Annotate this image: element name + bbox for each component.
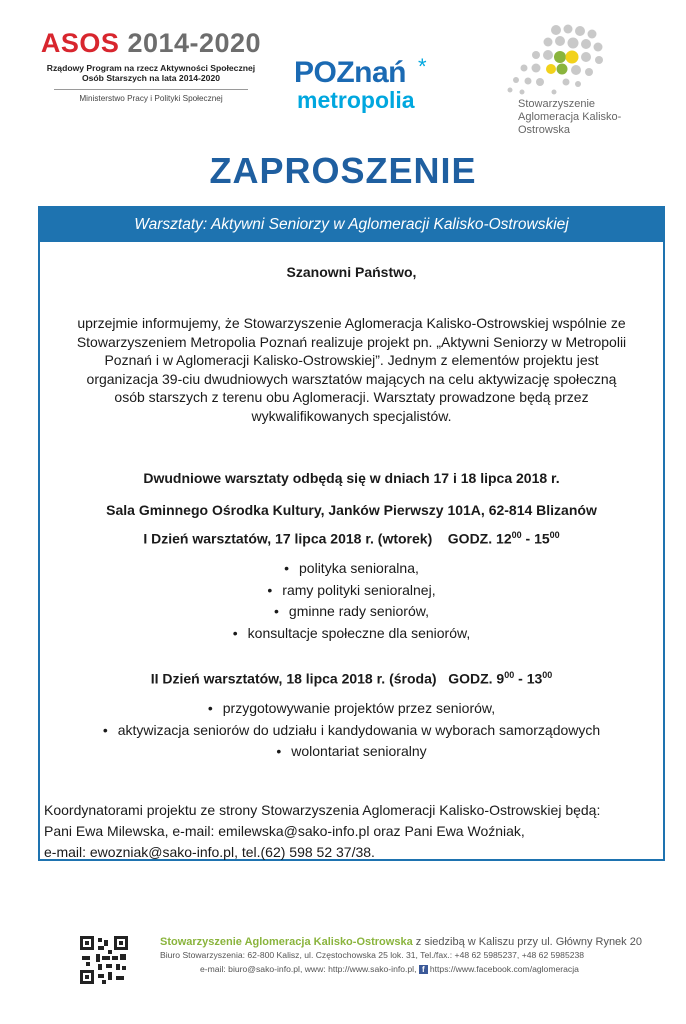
poznan-logo-text: POZnań	[294, 56, 407, 89]
day1-start-hour: 12	[496, 530, 512, 547]
day1-godz: GODZ.	[447, 530, 493, 547]
poznan-logo-subtext: metropolia	[297, 87, 415, 113]
day1-heading: I Dzień warsztatów, 17 lipca 2018 r. (wtorek) GODZ. $12^{00} - 15^{00}$	[143, 530, 560, 547]
invitation-box	[38, 206, 665, 861]
workshop-title: Warsztaty: Aktywni Seniorzy w Aglomeracji Kalisko-Ostrowskiej	[134, 216, 569, 233]
footer-org: Stowarzyszenie Aglomeracja Kalisko-Ostrowska	[160, 936, 413, 948]
intro-paragraph	[50, 314, 653, 425]
day2-heading: II Dzień warsztatów, 18 lipca 2018 r. (środa) GODZ. $9^{00} - 13^{00}$	[150, 670, 553, 687]
list-item: • przygotowywanie projektów przez seniorów,	[40, 698, 663, 720]
page-title: ZAPROSZENIE	[209, 150, 477, 191]
coordinators-line: Pani Ewa Milewska, e-mail: emilewska@sako-info.pl oraz Pani Ewa Woźniak,	[44, 823, 525, 839]
qr-code-icon	[80, 936, 128, 984]
day2-godz: GODZ.	[448, 670, 493, 687]
day1-end-min: 00	[549, 530, 560, 540]
footer-contact: e-mail: biuro@sako-info.pl, www: http://www.sako-info.pl,	[200, 964, 417, 974]
footer-contact-line	[200, 964, 579, 974]
day2-end-hour: 13	[526, 670, 543, 687]
day1-label: I Dzień warsztatów, 17 lipca 2018 r. (wtorek)	[143, 530, 433, 547]
list-item: • ramy polityki senioralnej,	[40, 580, 663, 602]
sako-name-line: Aglomeracja Kalisko-Ostrowska	[518, 111, 622, 136]
asos-title	[36, 28, 266, 59]
list-item: • wolontariat senioralny	[40, 741, 663, 763]
dots-logo-icon	[496, 22, 616, 98]
facebook-icon: f	[419, 965, 428, 974]
asos-subtitle-line: Osób Starszych na lata 2014-2020	[81, 73, 221, 83]
day1-end-hour: 15	[534, 530, 550, 547]
asos-title-years: 2014-2020	[127, 28, 262, 58]
asos-logo	[36, 28, 266, 103]
asos-subtitle	[36, 63, 266, 83]
paragraph-line: Poznań i w Aglomeracji Kalisko-Ostrowskiej”. Jednym z elementów projektu jest	[104, 352, 599, 368]
asos-ministry: Ministerstwo Pracy i Polityki Społecznej	[79, 94, 223, 103]
day2-start-hour: 9	[496, 670, 505, 687]
footer-facebook-link[interactable]: https://www.facebook.com/aglomeracja	[429, 964, 579, 974]
sako-name	[518, 98, 670, 137]
footer-seat: z siedzibą w Kaliszu przy ul. Główny Rynek 20	[415, 936, 642, 948]
asos-title-red: ASOS	[40, 28, 120, 58]
day1-topics	[40, 558, 663, 644]
asos-divider	[54, 89, 248, 90]
coordinators	[44, 800, 659, 863]
title-band	[40, 208, 663, 242]
day2-end-min: 00	[542, 670, 553, 680]
day2-label: II Dzień warsztatów, 18 lipca 2018 r. (środa)	[150, 670, 437, 687]
list-item: • konsultacje społeczne dla seniorów,	[40, 623, 663, 645]
star-icon: *	[418, 54, 427, 79]
list-item: • polityka senioralna,	[40, 558, 663, 580]
day2-start-min: 00	[504, 670, 515, 680]
paragraph-line: Stowarzyszeniem Metropolia Poznań realizuje projekt pn. „Aktywni Seniorzy w Metropolii	[76, 333, 627, 350]
coordinators-line: e-mail: ewozniak@sako-info.pl, tel.(62) 598 52 37/38.	[44, 844, 375, 860]
footer-org-line	[160, 936, 642, 948]
workshop-dates: Dwudniowe warsztaty odbędą się w dniach 17 i 18 lipca 2018 r.	[143, 470, 560, 486]
day2-topics	[40, 698, 663, 763]
paragraph-line: osób starszych z terenu obu Aglomeracji. Warsztaty prowadzone będą przez	[114, 389, 589, 405]
coordinators-line: Koordynatorami projektu ze strony Stowarzyszenia Aglomeracji Kalisko-Ostrowskiej będą:	[44, 802, 601, 818]
workshop-venue: Sala Gminnego Ośrodka Kultury, Janków Pierwszy 101A, 62-814 Blizanów	[106, 502, 597, 518]
footer-office: Biuro Stowarzyszenia: 62-800 Kalisz, ul. Częstochowska 25 lok. 31, Tel./fax.: +48 62 5985237, +48 62 5985238	[160, 950, 585, 960]
asos-subtitle-line: Rządowy Program na rzecz Aktywności Społecznej	[46, 63, 256, 73]
salutation: Szanowni Państwo,	[286, 264, 417, 280]
sako-name-line: Stowarzyszenie	[518, 98, 596, 110]
day1-start-min: 00	[511, 530, 522, 540]
paragraph-line: uprzejmie informujemy, że Stowarzyszenie Aglomeracja Kalisko-Ostrowskiej wspólnie ze	[77, 315, 626, 331]
paragraph-line: wykwalifikowanych specjalistów.	[251, 407, 452, 424]
paragraph-line: organizacja 39-ciu dwudniowych warsztatów mających na celu aktywizację społeczną	[86, 370, 617, 387]
list-item: • gminne rady seniorów,	[40, 601, 663, 623]
poznan-metropolia-logo	[294, 54, 444, 113]
list-item: • aktywizacja seniorów do udziału i kandydowania w wyborach samorządowych	[40, 720, 663, 742]
